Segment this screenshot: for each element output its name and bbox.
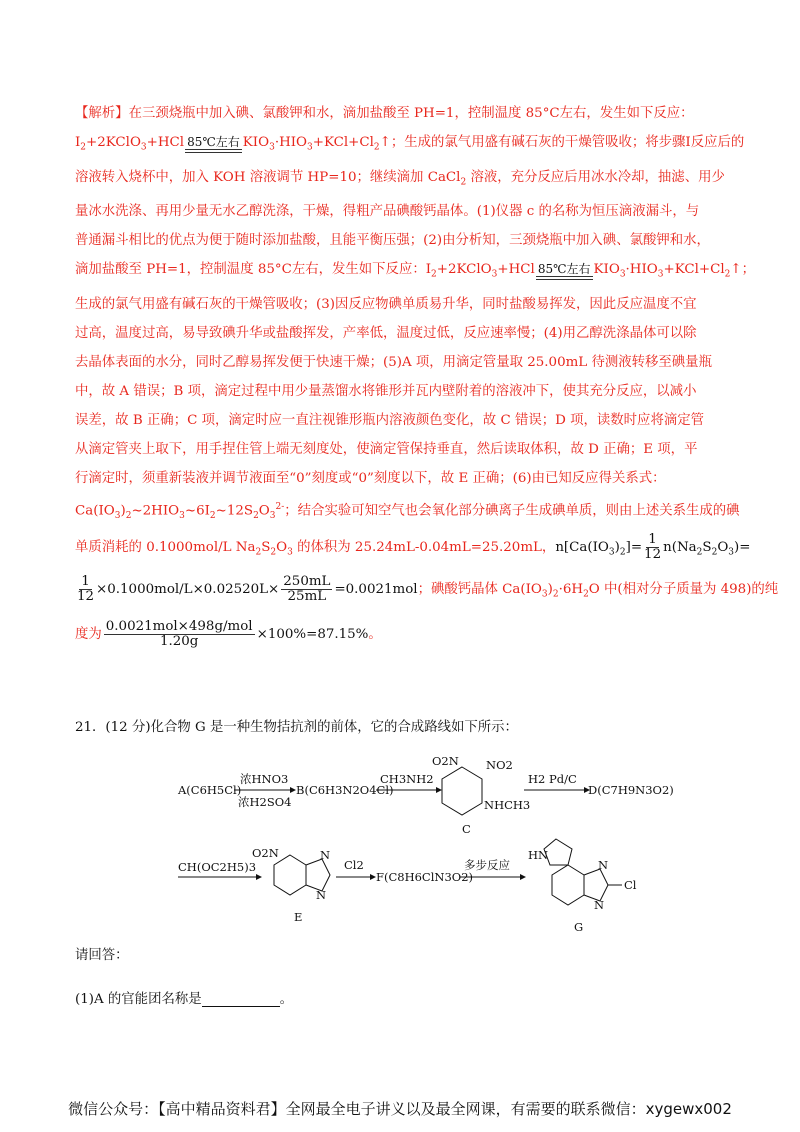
reagent-hno3: 浓HNO3 xyxy=(240,772,289,786)
compound-g-structure xyxy=(544,839,622,905)
e-n-bottom: N xyxy=(316,888,327,902)
reaction-condition: 85℃左右 xyxy=(187,135,240,149)
reagent-ch3nh2: CH3NH2 xyxy=(380,772,434,786)
reagent-orthoformate: CH(OC2H5)3 xyxy=(178,860,257,874)
compound-a: A(C6H5Cl) xyxy=(178,783,242,797)
analysis-tag: 【解析】 xyxy=(75,106,129,121)
compound-b: B(C6H3N2O4Cl) xyxy=(296,783,394,797)
analysis-line-5: 普通漏斗相比的优点为便于随时添加盐酸，且能平衡压强；(2)由分析知，三颈烧瓶中加入碘、氯酸钾和水， xyxy=(75,233,710,249)
footer-note: 微信公众号：【高中精品资料君】全网最全电子讲义以及最全网课，有需要的联系微信：xygewx002 xyxy=(68,1100,732,1118)
g-cl: Cl xyxy=(624,878,637,892)
e-no2: O2N xyxy=(252,846,279,860)
analysis-line-6: 滴加盐酸至 PH=1，控制温度 85°C左右，发生如下反应：$I_2+2KClO_3+HCl$ 85℃左右 $KIO_3\cdot HIO_3+KCl+Cl_2↑$； xyxy=(75,262,755,281)
g-n-bottom: N xyxy=(594,898,605,912)
fraction-250-25: $\frac{250mL}{25mL}$ xyxy=(283,573,331,604)
analysis-line-13: 行滴定时，须重新装液并调节液面至“0”刻度或“0”刻度以下，故 E 正确；(6)由已知反应得关系式： xyxy=(75,471,666,487)
analysis-line-16: $\frac{1}{12}$ ×0.1000mol/L×0.02520L× $\frac{250mL}{25mL}$ =0.0021mol；碘酸钙晶体 $Ca(IO_3)_2\cdot 6H_2O$ 中(相对分子质量为 498)的纯 xyxy=(77,573,779,604)
analysis-line-7: 生成的氯气用盛有碱石灰的干燥管吸收；(3)因反应物碘单质易升华，同时盐酸易挥发，因此反应温度不宜 xyxy=(75,297,697,313)
compound-c-label: C xyxy=(462,822,471,836)
c-no2-left: O2N xyxy=(432,755,459,768)
analysis-line-10: 中，故 A 错误；B 项，滴定过程中用少量蒸馏水将锥形并瓦内壁附着的溶液冲下，使其充分反应，以减小 xyxy=(75,384,697,400)
fraction-purity: $\frac{\text{0.0021mol×498g/mol}}{1.20g}$ xyxy=(105,618,253,649)
analysis-line-15: 单质消耗的 0.1000mol/L $Na_2S_2O_3$ 的体积为 25.24mL-0.04mL=25.20mL，$n[Ca(IO_3)_2]=$ $\frac{1}{12}$ $n(Na_2S_2O_3)=$ xyxy=(75,532,751,563)
g-n-top: N xyxy=(598,858,609,872)
compound-f: F(C8H6ClN3O2) xyxy=(376,870,474,884)
compound-c-structure xyxy=(442,767,482,815)
question-ask: 请回答： xyxy=(75,948,129,963)
g-hn: HN xyxy=(528,848,549,862)
reaction-condition-2: 85℃左右 xyxy=(537,262,591,277)
reagent-h2-pdc: H2 Pd/C xyxy=(528,772,577,786)
analysis-line-1: 【解析】在三颈烧瓶中加入碘、氯酸钾和水，滴加盐酸至 PH=1，控制温度 85°C左右，发生如下反应： xyxy=(75,106,694,121)
analysis-line-12: 从滴定管夹上取下，用手捏住管上端无刻度处，使滴定管保持垂直，然后读取体积，故 D 正确；E 项，平 xyxy=(75,442,698,458)
compound-g-label: G xyxy=(574,920,584,934)
reagent-h2so4: 浓H2SO4 xyxy=(238,795,292,809)
analysis-line-2: $I_2+2KClO_3+HCl$ 85℃左右 $KIO_3\cdot HIO_3+KCl+Cl_2↑$；生成的氯气用盛有碱石灰的干燥管吸收；将步骤I反应后的 xyxy=(75,135,745,153)
reagent-cl2: Cl2 xyxy=(344,858,364,872)
analysis-line-17: 度为 $\frac{\text{0.0021mol×498g/mol}}{1.20g}$ ×100%=87.15%。 xyxy=(75,618,382,649)
e-n-top: N xyxy=(320,848,331,862)
c-nhch3: NHCH3 xyxy=(484,798,531,812)
reagent-multistep: 多步反应 xyxy=(464,858,510,872)
analysis-line-3: 溶液转入烧杯中，加入 KOH 溶液调节 HP=10；继续滴加 CaCl$_2$ 溶液，充分反应后用冰水冷却，抽滤、用少 xyxy=(75,169,725,188)
compound-d: D(C7H9N3O2) xyxy=(588,783,674,797)
question-stem: 21．(12 分)化合物 G 是一种生物拮抗剂的前体，它的合成路线如下所示： xyxy=(75,720,518,735)
c-no2-right: NO2 xyxy=(486,758,513,772)
answer-blank[interactable] xyxy=(202,993,280,1007)
analysis-line-14: $Ca(IO_3)_2\sim 2HIO_3\sim 6I_2\sim 12S_2O_3^{2-}$；结合实验可知空气也会氧化部分碘离子生成碘单质，则由上述关系生成的碘 xyxy=(75,502,740,522)
compound-e-label: E xyxy=(294,910,303,924)
analysis-line-11: 误差，故 B 正确；C 项，滴定时应一直注视锥形瓶内溶液颜色变化，故 C 错误；D 项，读数时应将滴定管 xyxy=(75,413,705,429)
analysis-block xyxy=(75,99,779,655)
fraction-1-12: $\frac{1}{12}$ xyxy=(644,532,662,563)
synthesis-scheme xyxy=(0,755,800,935)
analysis-line-8: 过高，温度过高，易导致碘升华或盐酸挥发，产率低，温度过低，反应速率慢；(4)用乙醇洗涤晶体可以除 xyxy=(75,326,697,342)
fraction-1-12-b: $\frac{1}{12}$ xyxy=(77,573,95,604)
analysis-line-4: 量冰水洗涤、再用少量无水乙醇洗涤，干燥，得粗产品碘酸钙晶体。(1)仪器 c 的名称为恒压滴液漏斗，与 xyxy=(75,204,700,220)
analysis-line-9: 去晶体表面的水分，同时乙醇易挥发便于快速干燥；(5)A 项，用滴定管量取 25.00mL 待测液转移至碘量瓶 xyxy=(75,355,712,371)
question-1: (1)A 的官能团名称是 。 xyxy=(75,992,294,1007)
